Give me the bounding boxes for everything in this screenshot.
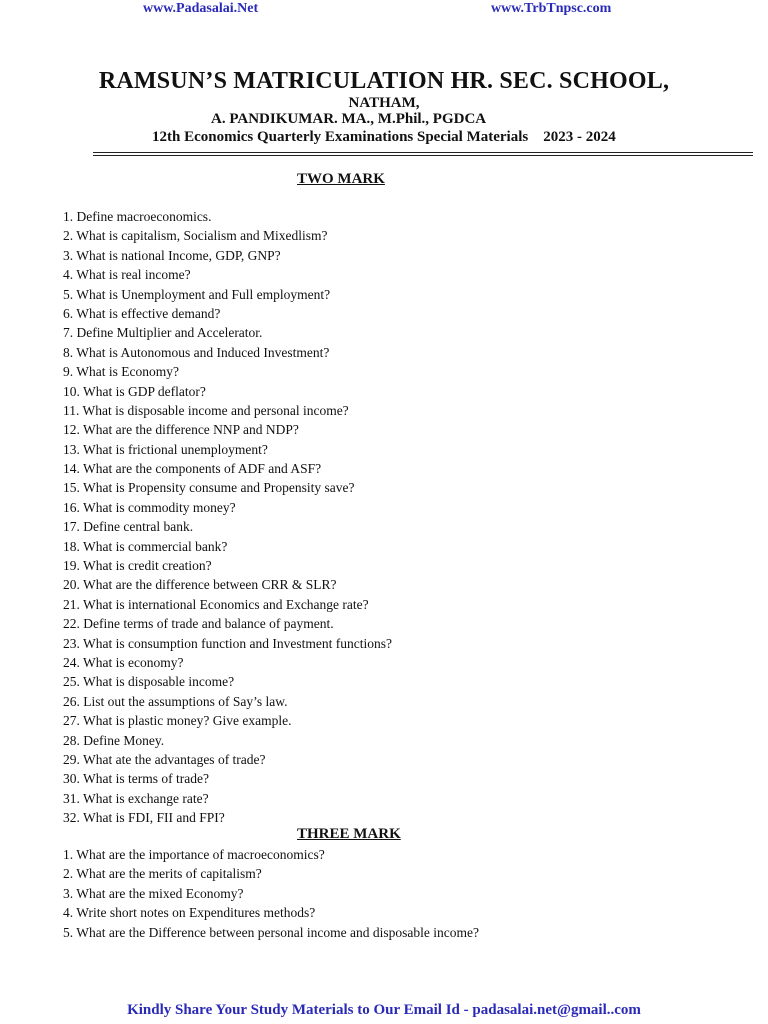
question-item: 1. Define macroeconomics.: [63, 209, 212, 224]
question-item: 5. What is Unemployment and Full employment?: [63, 286, 331, 302]
question-item: 9. What is Economy?: [63, 364, 179, 380]
question-item: 16. What is commodity money?: [63, 499, 236, 515]
question-item: 21. What is international Economics and Exchange rate?: [63, 596, 369, 612]
school-place: NATHAM,: [348, 95, 420, 111]
two-mark-heading: TWO MARK: [297, 171, 385, 187]
question-item: 11. What is disposable income and personal income?: [63, 402, 349, 418]
exam-title: 12th Economics Quarterly Examinations Special Materials 2023 - 2024: [152, 129, 616, 145]
author-line: A. PANDIKUMAR. MA., M.Phil., PGDCA: [211, 111, 487, 127]
question-item: 17. Define central bank.: [63, 519, 194, 535]
question-item: 31. What is exchange rate?: [63, 790, 209, 806]
question-item: 26. List out the assumptions of Say’s law.: [63, 693, 288, 709]
footer-share-note: Kindly Share Your Study Materials to Our Email Id - padasalai.net@gmail..com: [127, 1002, 641, 1018]
question-item: 18. What is commercial bank?: [63, 538, 228, 554]
padasalai-link[interactable]: www.Padasalai.Net: [143, 1, 259, 16]
question-item: 7. Define Multiplier and Accelerator.: [63, 325, 263, 341]
question-item: 23. What is consumption function and Investment functions?: [63, 635, 392, 651]
header-divider: [93, 152, 753, 153]
question-item: 30. What is terms of trade?: [63, 771, 209, 787]
question-item: 14. What are the components of ADF and ASF?: [63, 461, 322, 477]
question-item: 24. What is economy?: [63, 654, 184, 670]
question-item: 8. What is Autonomous and Induced Investment?: [63, 344, 330, 360]
question-item: 19. What is credit creation?: [63, 558, 212, 574]
question-item: 28. Define Money.: [63, 732, 165, 748]
question-item: 10. What is GDP deflator?: [63, 383, 206, 399]
three-mark-heading: THREE MARK: [297, 826, 401, 842]
question-item: 13. What is frictional unemployment?: [63, 441, 268, 457]
question-item: 4. What is real income?: [63, 267, 191, 283]
question-item: 27. What is plastic money? Give example.: [63, 713, 292, 729]
question-item: 2. What are the merits of capitalism?: [63, 866, 262, 882]
question-item: 3. What are the mixed Economy?: [63, 885, 244, 901]
question-item: 5. What are the Difference between personal income and disposable income?: [63, 924, 479, 940]
school-name: RAMSUN’S MATRICULATION HR. SEC. SCHOOL,: [98, 68, 670, 94]
question-item: 32. What is FDI, FII and FPI?: [63, 810, 225, 826]
question-item: 4. Write short notes on Expenditures methods?: [63, 905, 316, 921]
question-item: 29. What ate the advantages of trade?: [63, 751, 266, 767]
question-item: 22. Define terms of trade and balance of payment.: [63, 616, 334, 632]
question-item: 3. What is national Income, GDP, GNP?: [63, 247, 281, 263]
two-mark-question-list: [63, 207, 392, 828]
question-item: 15. What is Propensity consume and Propensity save?: [63, 480, 355, 496]
trbtnpsc-link[interactable]: www.TrbTnpsc.com: [491, 1, 612, 16]
three-mark-question-list: [63, 845, 479, 942]
question-item: 6. What is effective demand?: [63, 305, 221, 321]
header-divider: [93, 155, 753, 156]
question-item: 12. What are the difference NNP and NDP?: [63, 422, 299, 438]
question-item: 2. What is capitalism, Socialism and Mixedlism?: [63, 228, 328, 244]
top-bar: [0, 0, 768, 18]
question-item: 1. What are the importance of macroeconomics?: [63, 847, 325, 862]
question-item: 25. What is disposable income?: [63, 674, 235, 690]
question-item: 20. What are the difference between CRR & SLR?: [63, 577, 337, 593]
